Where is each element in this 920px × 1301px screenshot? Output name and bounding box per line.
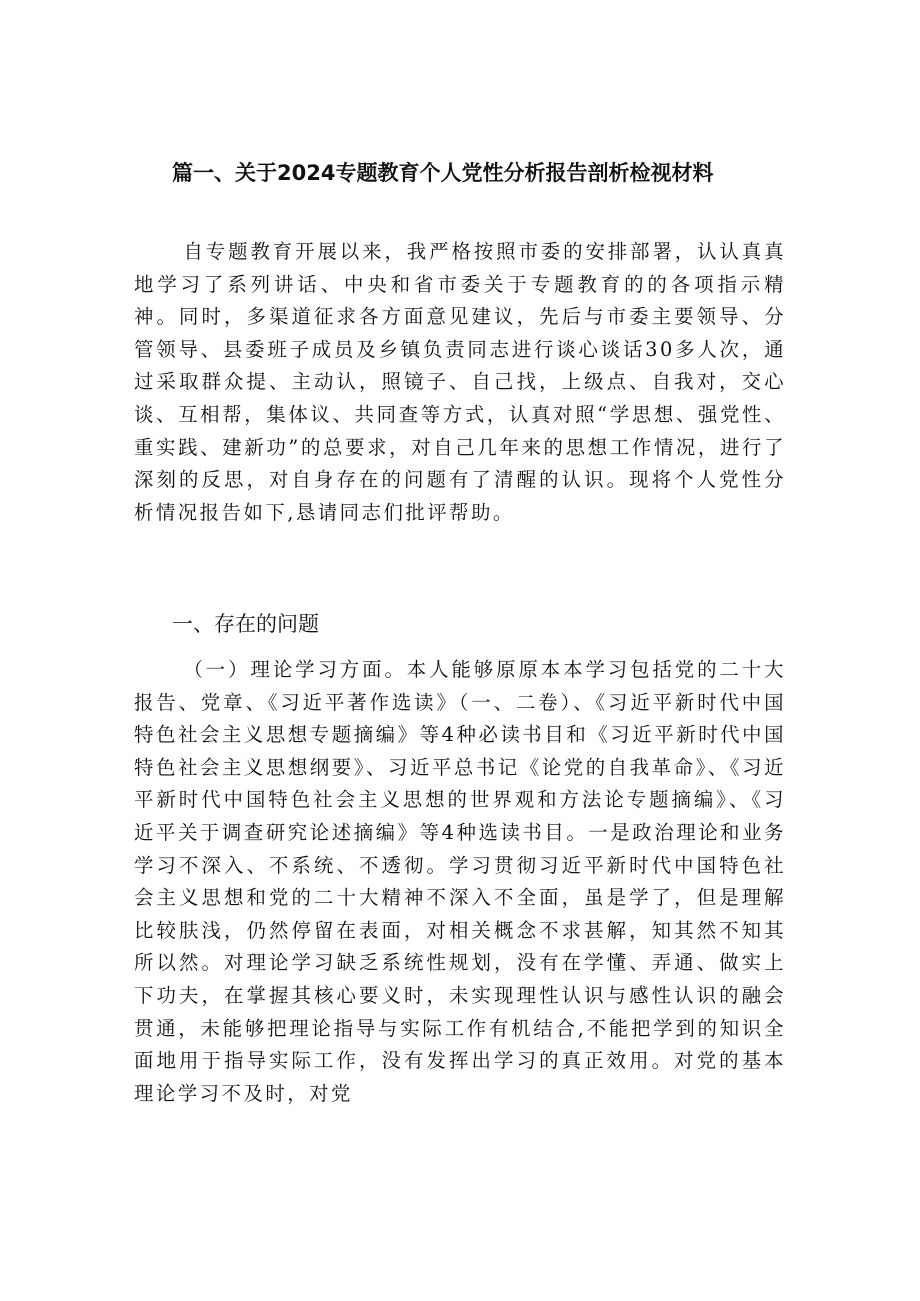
intro-paragraph: 自专题教育开展以来，我严格按照市委的安排部署，认认真真地学习了系列讲话、中央和省市委关于专题教育的的各项指示精神。同时，多渠道征求各方面意见建议，先后与市委主要领导、分管领导、县委班子成员及乡镇负责同志进行谈心谈话30多人次，通过采取群众提、主动认，照镜子、自己找，上级点、自我对，交心谈、互相帮，集体议、共同查等方式，认真对照“学思想、强党性、重实践、建新功”的总要求，对自己几年来的思想工作情况，进行了深刻的反思，对自身存在的问题有了清醒的认识。现将个人党性分析情况报告如下,恳请同志们批评帮助。 xyxy=(134,240,786,524)
theory-study-paragraph: （一）理论学习方面。本人能够原原本本学习包括党的二十大报告、党章、《习近平著作选读》（一、二卷）、《习近平新时代中国特色社会主义思想专题摘编》等4种必读书目和《习近平新时代中国特色社会主义思想纲要》、习近平总书记《论党的自我革命》、《习近平新时代中国特色社会主义思想的世界观和方法论专题摘编》、《习近平关于调查研究论述摘编》等4种选读书目。一是政治理论和业务学习不深入、不系统、不透彻。学习贯彻习近平新时代中国特色社会主义思想和党的二十大精神不深入不全面，虽是学了，但是理解比较肤浅，仍然停留在表面，对相关概念不求甚解，知其然不知其所以然。对理论学习缺乏系统性规划，没有在学懂、弄通、做实上下功夫，在掌握其核心要义时，未实现理性认识与感性认识的融会贯通，未能够把理论指导与实际工作有机结合,不能把学到的知识全面地用于指导实际工作，没有发挥出学习的真正效用。对党的基本理论学习不及时，对党 xyxy=(134,658,786,1105)
document-title: 篇一、关于2024专题教育个人党性分析报告剖析检视材料 xyxy=(172,161,714,185)
section-heading: 一、存在的问题 xyxy=(172,612,319,636)
